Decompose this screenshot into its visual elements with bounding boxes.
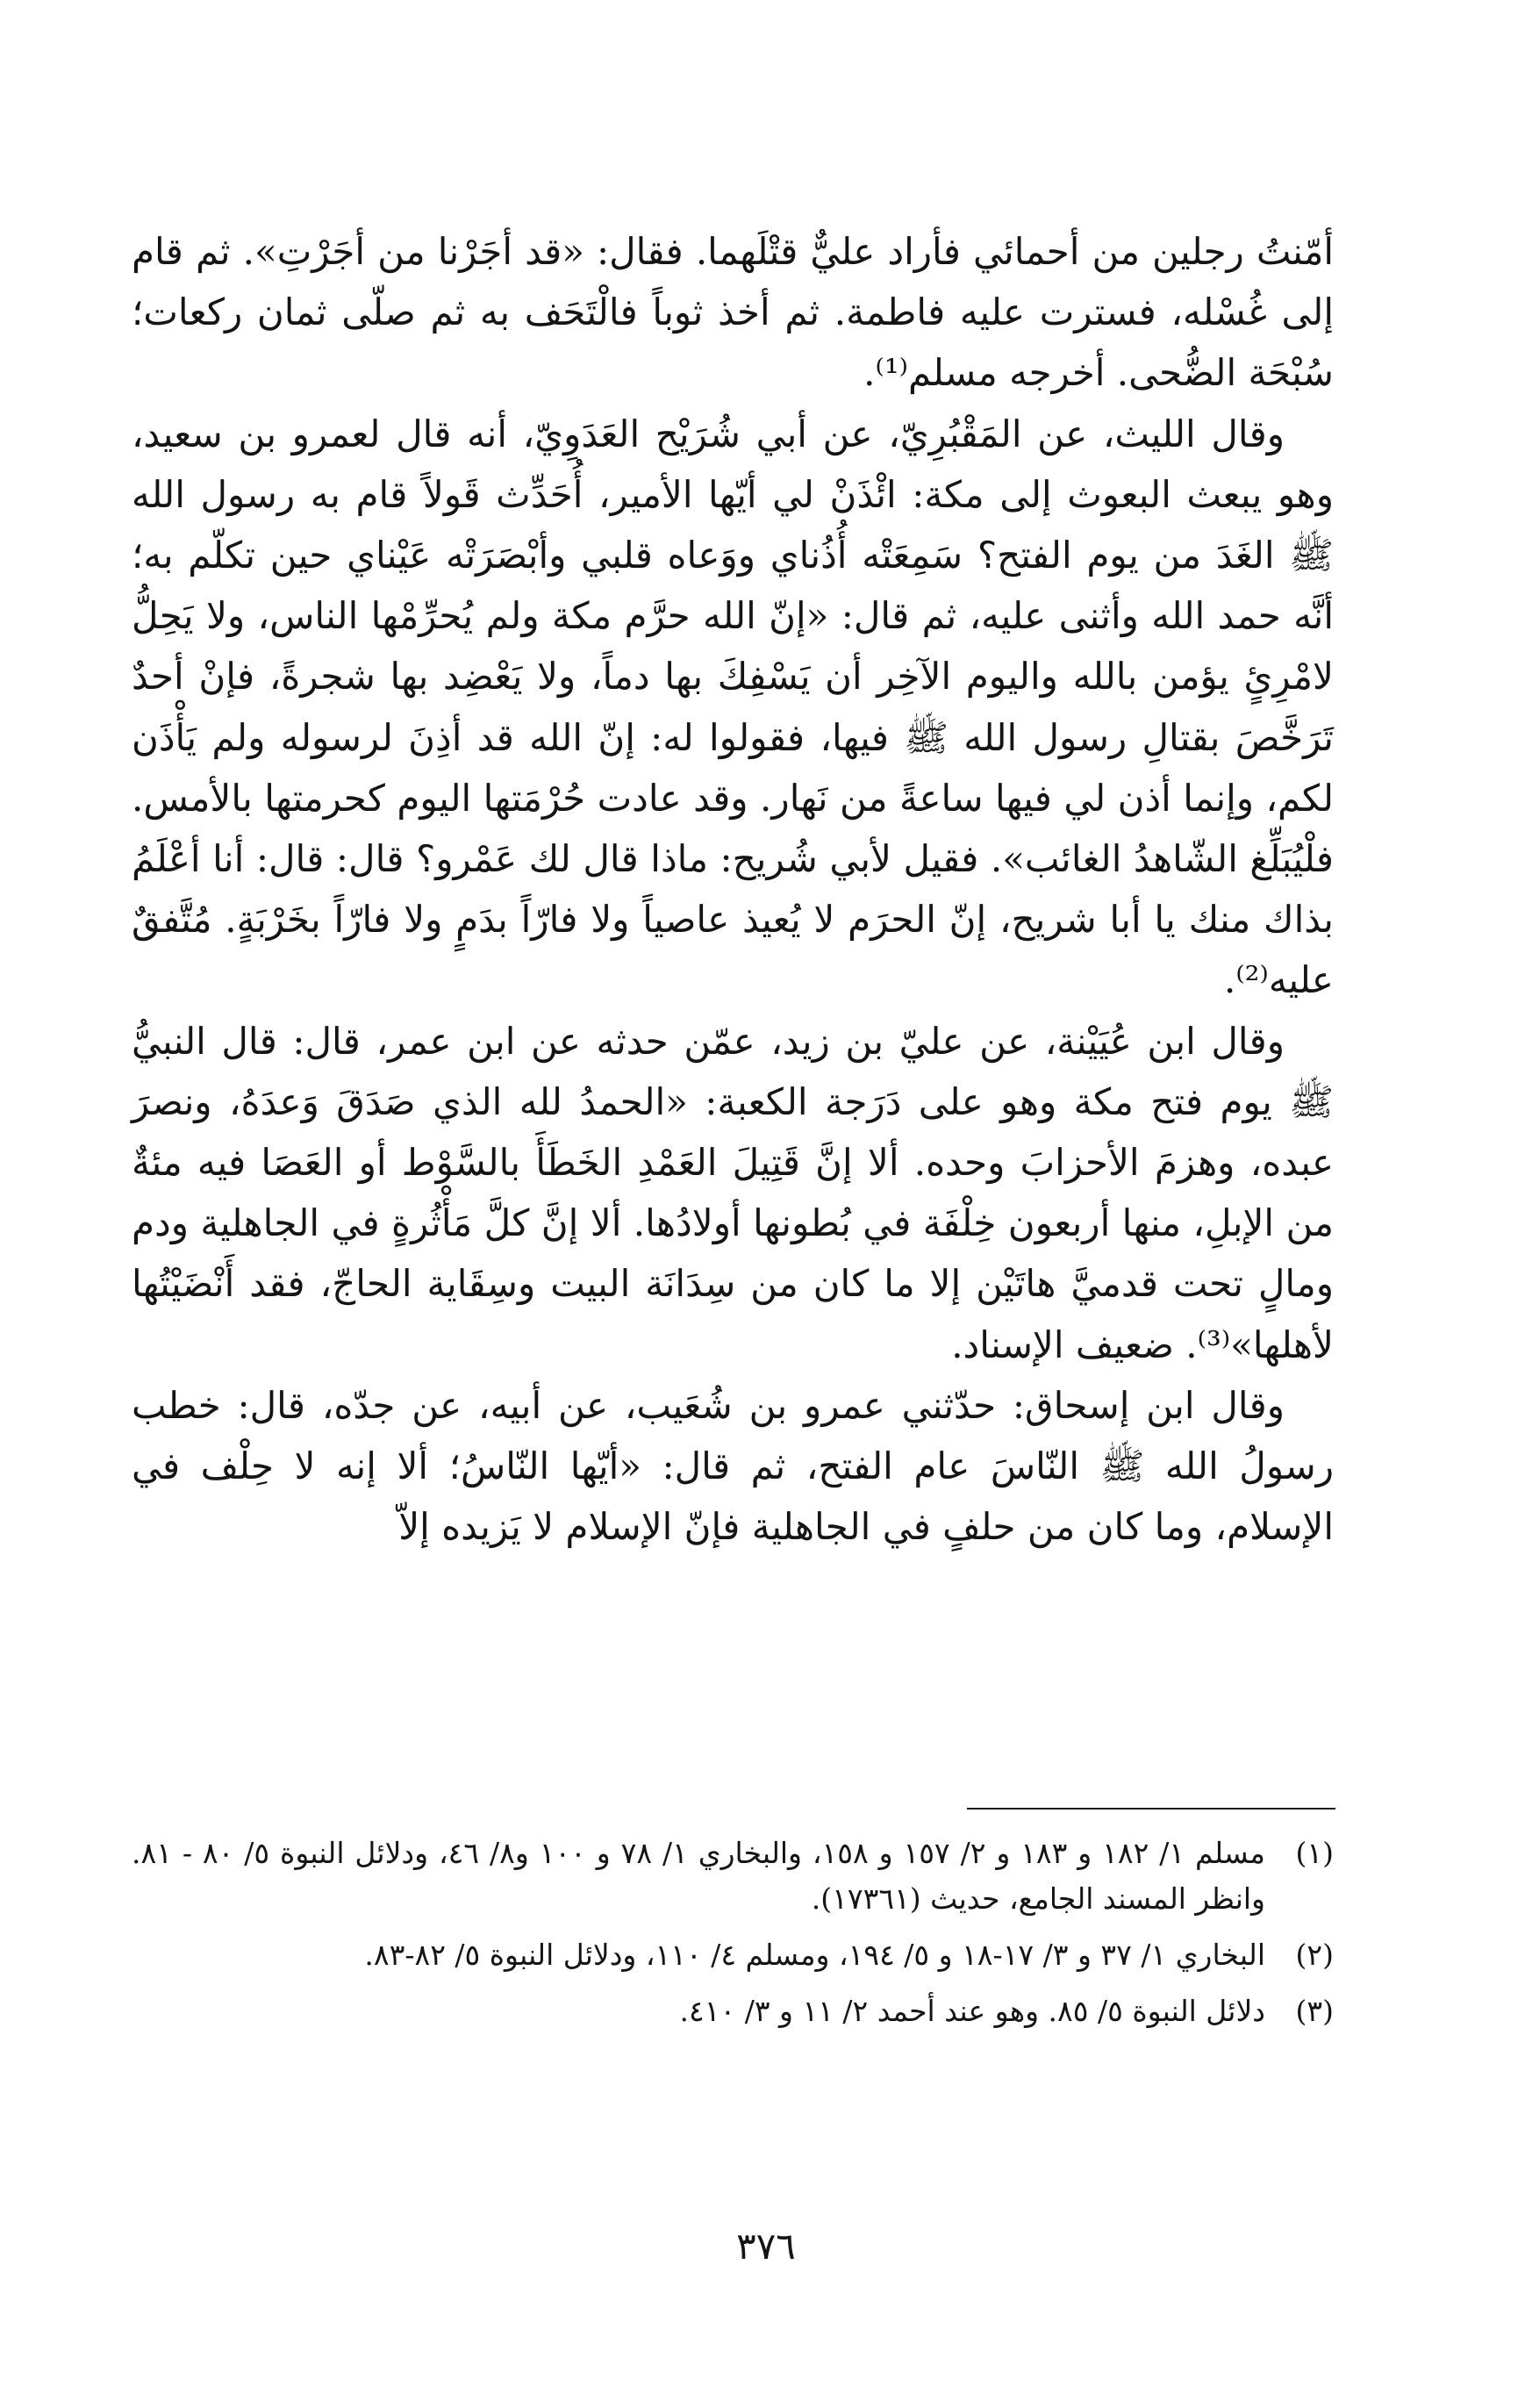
footnote-number: (٢) bbox=[1295, 1938, 1334, 1972]
page-number: ٣٧٦ bbox=[736, 2225, 796, 2268]
paragraph-ibn-ishaq: وقال ابن إسحاق: حدّثني عمرو بن شُعَيب، عن أبيه، عن جدّه، قال: خطب رسولُ الله ﷺ النّاسَ عام الفتح، ثم قال: «أيّها النّاسُ؛ ألا إنه لا حِلْف في الإسلام، وما كان من حلفٍ في الجاهلية فإنّ الإسلام لا يَزيده إلاّ bbox=[132, 1383, 1334, 1549]
footnote-number: (٣) bbox=[1295, 1994, 1334, 2028]
footnote-text: البخاري ١/ ٣٧ و ٣/ ١٧-١٨ و ٥/ ١٩٤، ومسلم ٤/ ١١٠، ودلائل النبوة ٥/ ٨٢-٨٣. bbox=[364, 1938, 1265, 1972]
footnote bbox=[132, 1989, 1334, 2034]
footnote bbox=[132, 1932, 1334, 1978]
paragraph-ibn-uyaynah: وقال ابن عُيَيْنة، عن عليّ بن زيد، عمّن حدثه عن ابن عمر، قال: قال النبيُّ ﷺ يوم فتح مكة وهو على دَرَجة الكعبة: «الحمدُ لله الذي صَدَقَ وَعدَهُ، ونصرَ عبده، وهزمَ الأحزابَ وحده. ألا إنَّ قَتِيلَ العَمْدِ الخَطَأَ بالسَّوْط أو العَصَا فيه مئةٌ من الإبلِ، منها أربعون خِلْفَة في بُطونها أولادُها. ألا إنَّ كلَّ مَأْثُرةٍ في الجاهلية ودم ومالٍ تحت قدميَّ هاتَيْن إلا ما كان من سِدَانَة البيت وسِقَاية الحاجّ، فقد أَنْضَيْتُها لأهلها»⁽³⁾. ضعيف الإسناد. bbox=[132, 1019, 1334, 1366]
footnote-number: (١) bbox=[1295, 1836, 1334, 1870]
main-text bbox=[132, 221, 1334, 1557]
footnote-divider bbox=[967, 1808, 1335, 1810]
footnote-text: مسلم ١/ ١٨٢ و ١٨٣ و ٢/ ١٥٧ و ١٥٨، والبخاري ١/ ٧٨ و ١٠٠ و٨/ ٤٦، ودلائل النبوة ٥/ ٨٠ - ٨١. وانظر المسند الجامع، حديث (١٧٣٦١). bbox=[132, 1836, 1265, 1916]
footnotes bbox=[132, 1831, 1334, 2045]
footnote-text: دلائل النبوة ٥/ ٨٥. وهو عند أحمد ٢/ ١١ و ٣/ ٤١٠. bbox=[679, 1994, 1265, 2028]
paragraph-abu-shurayh: وقال الليث، عن المَقْبُرِيّ، عن أبي شُرَيْح العَدَوِيّ، أنه قال لعمرو بن سعيد، وهو يبعث البعوث إلى مكة: ائْذَنْ لي أيّها الأمير، أُحَدِّث قَولاً قام به رسول الله ﷺ الغَدَ من يوم الفتح؟ سَمِعَتْه أُذُناي ووَعاه قلبي وأبْصَرَتْه عَيْناي حين تكلّم به؛ أنَّه حمد الله وأثنى عليه، ثم قال: «إنّ الله حرَّم مكة ولم يُحرِّمْها الناس، ولا يَحِلُّ لامْرِئٍ يؤمن بالله واليوم الآخِر أن يَسْفِكَ بها دماً، ولا يَعْضِد بها شجرةً، فإنْ أحدٌ تَرَخَّصَ بقتالِ رسول الله ﷺ فيها، فقولوا له: إنّ الله قد أذِنَ لرسوله ولم يَأْذَن لكم، وإنما أذن لي فيها ساعةً من نَهار. وقد عادت حُرْمَتها اليوم كحرمتها بالأمس. فلْيُبَلِّغ الشّاهدُ الغائب». فقيل لأبي شُريح: ماذا قال لك عَمْرو؟ قال: قال: أنا أعْلَمُ بذاك منك يا أبا شريح، إنّ الحرَم لا يُعيذ عاصياً ولا فارّاً بدَمٍ ولا فارّاً بخَرْبَةٍ. مُتَّفقٌ عليه⁽²⁾. bbox=[132, 412, 1334, 1002]
paragraph-continuation: أمّنتُ رجلين من أحمائي فأراد عليٌّ قتْلَهما. فقال: «قد أجَرْنا من أجَرْتِ». ثم قام إلى غُسْله، فسترت عليه فاطمة. ثم أخذ ثوباً فالْتَحَف به ثم صلّى ثمان ركعات؛ سُبْحَة الضُّحى. أخرجه مسلم⁽¹⁾. bbox=[132, 230, 1334, 395]
footnote bbox=[132, 1831, 1334, 1922]
